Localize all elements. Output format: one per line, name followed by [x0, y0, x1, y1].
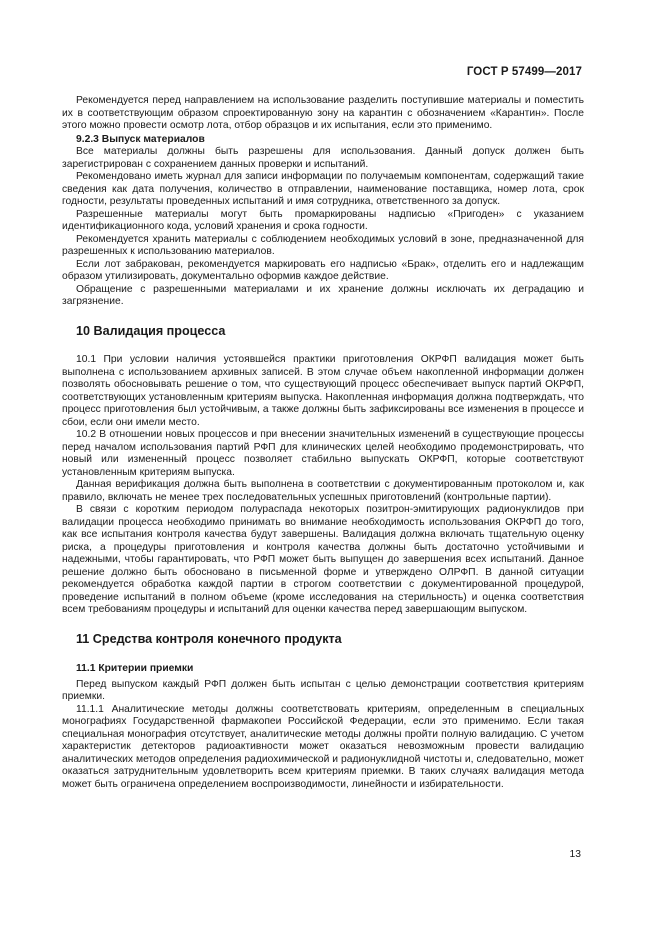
paragraph-10-1: 10.1 При условии наличия устоявшейся практики приготовления ОКРФП валидация может быть выполнена с использованием архивных записей. В этом случае объем накопленной информации должен позволять обосновывать решение о том, что существующий процесс обеспечивает выпуск партий ОКРФП, соответствующих установленным критериям выпуска. Накопленная информация должна подтверждать, что процесс приготовления был устойчивым, а также должны быть зафиксированы все изменения в процессе и сбои, если они имели место. [62, 354, 584, 428]
paragraph-quarantine: Рекомендуется перед направлением на использование разделить поступившие материалы и поместить их в соответствующим образом спроектированную зону на карантин с обозначением «Карантин». После этого можно провести осмотр лота, отбор образцов и их испытания, если это применимо. [62, 95, 584, 131]
paragraph-10-2: 10.2 В отношении новых процессов и при внесении значительных изменений в существующие процессы перед началом использования партий РФП для клинических целей необходимо продемонстрировать, что новый или измененный процесс позволяет стабильно выпускать ОКРФП, которые соответствуют установленным критериям выпуска. [62, 429, 584, 478]
paragraph-11-1-1: 11.1.1 Аналитические методы должны соответствовать критериям, определенным в специальных монографиях Государственной фармакопеи Российской Федерации, если это применимо. Если такая специальная монография отсутствует, аналитические методы должны пройти полную валидацию. С учетом характеристик детекторов радиоактивности может оказаться невозможным провести валидацию аналитических методов определения радиохимической и радионуклидной чистоты и, следовательно, может оказаться затруднительным удовлетворить всем критериям приемки. В таких случаях валидация метода может быть ограничена определением воспроизводимости, линейности и избирательности. [62, 703, 584, 790]
standard-header: ГОСТ Р 57499—2017 [466, 66, 582, 78]
paragraph-handling: Обращение с разрешенными материалами и их хранение должны исключать их деградацию и загрязнение. [62, 283, 584, 307]
paragraph-rejected: Если лот забракован, рекомендуется маркировать его надписью «Брак», отделить его и надлежащим образом утилизировать, документально оформив каждое действие. [62, 258, 584, 282]
paragraph-half-life: В связи с коротким периодом полураспада некоторых позитрон-эмитирующих радионуклидов при валидации процесса необходимо принимать во внимание необходимость использования ОКРФП до того, как все испытания контроля качества будут завершены. Валидация должна включать тщательную оценку риска, а процедуры приготовления и контроля качества должны быть достаточно устойчивыми и надежными, чтобы гарантировать, что РФП может быть выпущен до завершения всех испытаний. Данное решение должно быть обосновано в письменной форме и утверждено ОЛРФП. В данной ситуации рекомендуется обработка каждой партии в строгом соответствии с документированной процедурой, проведение испытаний в полном объеме (кроме исследования на стерильность) и оценка соответствия всем требованиям процедуры и испытаний для оценки качества перед завершающим выпуском. [62, 504, 584, 615]
page-content [62, 95, 584, 791]
page-number: 13 [569, 849, 581, 860]
paragraph-verification: Данная верификация должна быть выполнена в соответствии с документированным протоколом и, как правило, включать не менее трех последовательных успешных приготовлений (контрольные партии). [62, 479, 584, 503]
section-11-heading: 11 Средства контроля конечного продукта [76, 631, 342, 646]
paragraph-labeling: Разрешенные материалы могут быть промаркированы надписью «Пригоден» с указанием идентификационного кода, условий хранения и срока годности. [62, 208, 584, 232]
paragraph-acceptance: Перед выпуском каждый РФП должен быть испытан с целью демонстрации соответствия критериям приемки. [62, 678, 584, 702]
paragraph-journal: Рекомендовано иметь журнал для записи информации по получаемым компонентам, содержащий такие сведения как дата получения, количество в отправлении, наименование поставщика, номер лота, срок годности, результаты проведенных испытаний и имя сотрудника, ответственного за допуск. [62, 171, 584, 207]
paragraph-storage: Рекомендуется хранить материалы с соблюдением необходимых условий в зоне, предназначенной для разрешенных к использованию материалов. [62, 233, 584, 257]
subsection-11-1-heading: 11.1 Критерии приемки [76, 663, 194, 674]
section-10-heading: 10 Валидация процесса [76, 323, 226, 338]
subsection-9-2-3-heading: 9.2.3 Выпуск материалов [76, 133, 205, 145]
paragraph-release-permit: Все материалы должны быть разрешены для использования. Данный допуск должен быть зарегистрирован с сохранением данных проверки и испытаний. [62, 146, 584, 170]
